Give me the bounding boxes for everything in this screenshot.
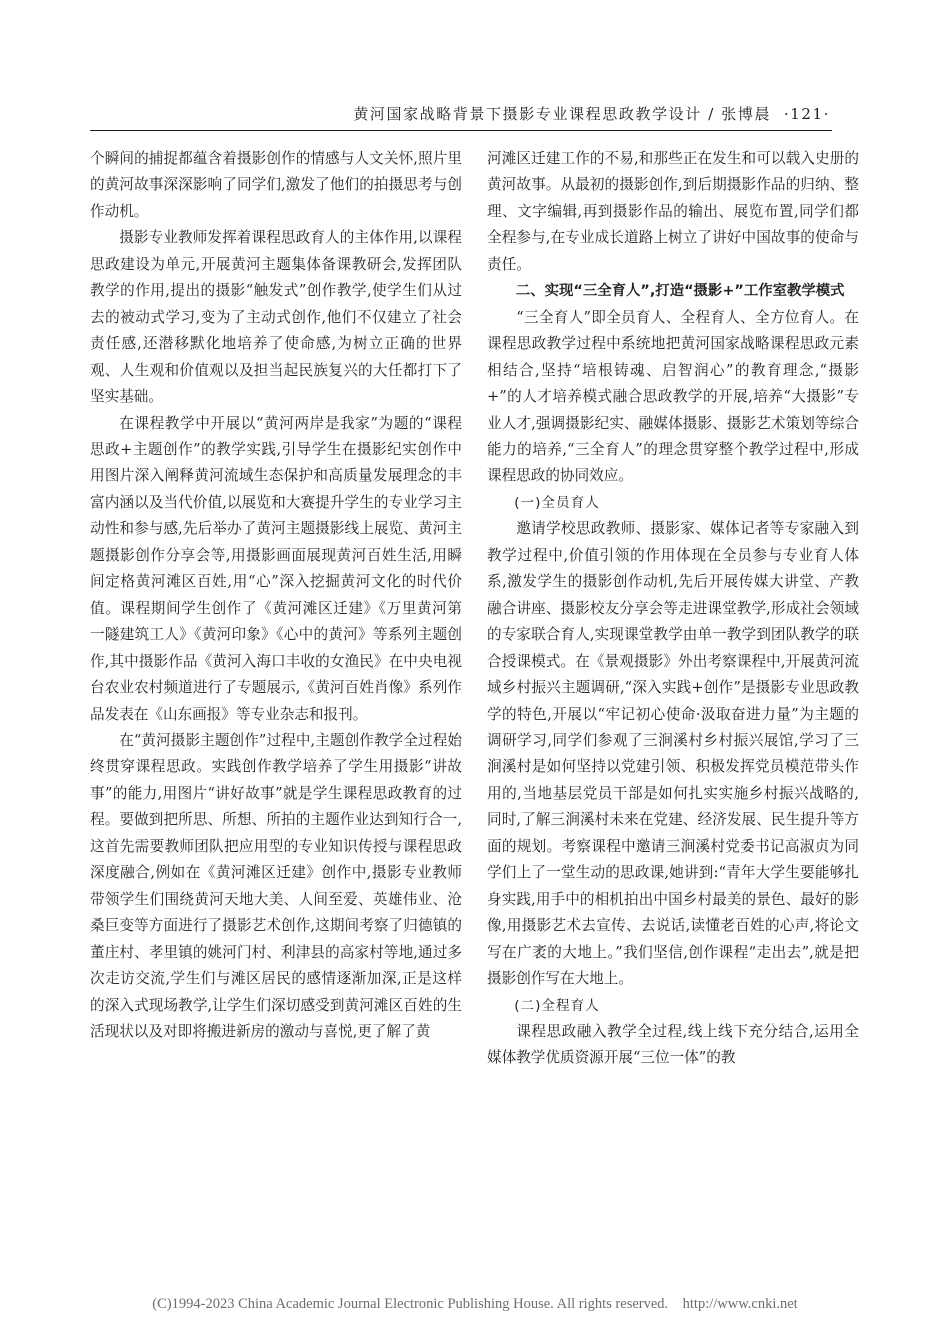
page-number: ·121· [783, 105, 830, 123]
paragraph: 摄影专业教师发挥着课程思政育人的主体作用,以课程思政建设为单元,开展黄河主题集体备课教研会,发挥团队教学的作用,提出的摄影“触发式”创作教学,使学生们从过去的被动式学习,变为了主动式创作,他们不仅建立了社会责任感,还潜移默化地培养了使命感,为树立正确的世界观、人生观和价值观以及担当起民族复兴的大任都打下了坚实基础。 [90, 229, 462, 406]
paragraph: 在课程教学中开展以“黄河两岸是我家”为题的“课程思政+主题创作”的教学实践,引导学生在摄影纪实创作中用图片深入阐释黄河流域生态保护和高质量发展理念的丰富内涵以及当代价值,以展览和大赛提升学生的专业学习主动性和参与感,先后举办了黄河主题摄影线上展览、黄河主题摄影创作分享会等,用摄影画面展现黄河百姓生活,用瞬间定格黄河滩区百姓,用“心”深入挖掘黄河文化的时代价值。课程期间学生创作了《黄河滩区迁建》《万里黄河第一隧建筑工人》《黄河印象》《心中的黄河》等系列主题创作,其中摄影作品《黄河入海口丰收的女渔民》在中央电视台农业农村频道进行了专题展示,《黄河百姓肖像》系列作品发表在《山东画报》等专业杂志和报刊。 [90, 414, 462, 723]
left-column [90, 146, 462, 1045]
paragraph: 河滩区迁建工作的不易,和那些正在发生和可以载入史册的黄河故事。从最初的摄影创作,到后期摄影作品的归纳、整理、文字编辑,再到摄影作品的输出、展览布置,同学们都全程参与,在专业成长道路上树立了讲好中国故事的使命与责任。 [487, 150, 859, 273]
subsection-heading: (二)全程育人 [514, 997, 600, 1014]
section-heading: 二、实现“三全育人”,打造“摄影+”工作室教学模式 [515, 283, 845, 300]
right-column [487, 146, 859, 1072]
running-title: 黄河国家战略背景下摄影专业课程思政教学设计 / 张博晨 [353, 105, 772, 123]
paragraph: “三全育人”即全员育人、全程育人、全方位育人。在课程思政教学过程中系统地把黄河国家战略课程思政元素相结合,坚持“培根铸魂、启智润心”的教育理念,“摄影+”的人才培养模式融合思政教学的开展,培养“大摄影”专业人才,强调摄影纪实、融媒体摄影、摄影艺术策划等综合能力的培养,“三全育人”的理念贯穿整个教学过程中,形成课程思政的协同效应。 [487, 308, 859, 485]
paragraph: 个瞬间的捕捉都蕴含着摄影创作的情感与人文关怀,照片里的黄河故事深深影响了同学们,激发了他们的拍摄思考与创作动机。 [90, 150, 462, 220]
copyright-footer: (C)1994-2023 China Academic Journal Electronic Publishing House. All rights reserved. http://www.cnki.net [152, 1296, 798, 1312]
paragraph: 课程思政融入教学全过程,线上线下充分结合,运用全媒体教学优质资源开展“三位一体”的教 [487, 1022, 859, 1067]
paragraph: 在“黄河摄影主题创作”过程中,主题创作教学全过程始终贯穿课程思政。实践创作教学培养了学生用摄影“讲故事”的能力,用图片“讲好故事”就是学生课程思政教育的过程。要做到把所思、所想、所拍的主题作业达到知行合一,这首先需要教师团队把应用型的专业知识传授与课程思政深度融合,例如在《黄河滩区迁建》创作中,摄影专业教师带领学生们围绕黄河天地大美、人间至爱、英雄伟业、沧桑巨变等方面进行了摄影艺术创作,这期间考察了归德镇的董庄村、孝里镇的姚河门村、利津县的高家村等地,通过多次走访交流,学生们与滩区居民的感情逐渐加深,正是这样的深入式现场教学,让学生们深切感受到黄河滩区百姓的生活现状以及对即将搬进新房的激动与喜悦,更了解了黄 [90, 731, 462, 1040]
subsection-heading: (一)全员育人 [514, 494, 600, 511]
paragraph: 邀请学校思政教师、摄影家、媒体记者等专家融入到教学过程中,价值引领的作用体现在全员参与专业育人体系,激发学生的摄影创作动机,先后开展传媒大讲堂、产教融合讲座、摄影校友分享会等走进课堂教学,形成社会领域的专家联合育人,实现课堂教学由单一教学到团队教学的联合授课模式。在《景观摄影》外出考察课程中,开展黄河流域乡村振兴主题调研,“深入实践+创作”是摄影专业思政教学的特色,开展以“牢记初心使命·汲取奋进力量”为主题的调研学习,同学们参观了三涧溪村乡村振兴展馆,学习了三涧溪村是如何坚持以党建引领、积极发挥党员模范带头作用的,当地基层党员干部是如何扎实实施乡村振兴战略的,同时,了解三涧溪村未来在党建、经济发展、民生提升等方面的规划。考察课程中邀请三涧溪村党委书记高淑贞为同学们上了一堂生动的思政课,她讲到:“青年大学生要能够扎身实践,用手中的相机拍出中国乡村最美的景色、最好的影像,用摄影艺术去宣传、去说话,读懂老百姓的心声,将论文写在广袤的大地上。”我们坚信,创作课程“走出去”,就是把摄影创作写在大地上。 [487, 520, 859, 988]
header-rule [90, 130, 832, 131]
running-header [90, 103, 830, 124]
